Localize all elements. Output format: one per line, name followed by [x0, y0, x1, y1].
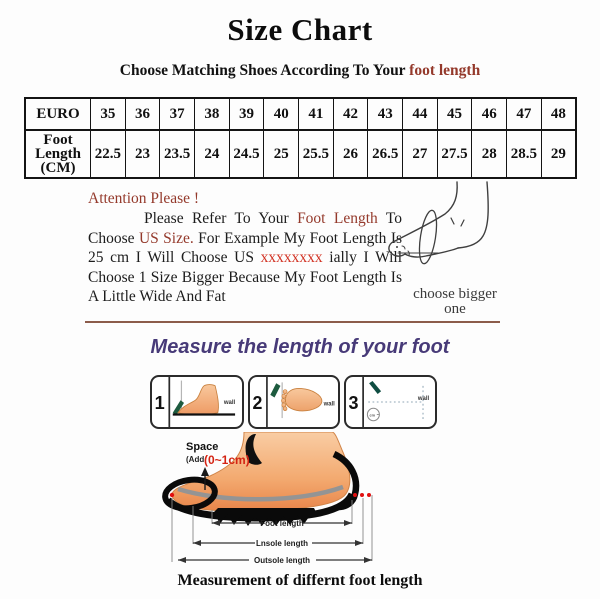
- step-number: 3: [348, 391, 359, 414]
- outsole-length-label: Outsole length: [254, 556, 310, 565]
- euro-size-cell: 44: [403, 98, 438, 130]
- foot-length-label: Foot length: [260, 519, 304, 528]
- foot-side-view: [178, 385, 219, 415]
- euro-size-cell: 46: [472, 98, 507, 130]
- subtitle: [0, 62, 600, 80]
- attention-text-footlength: Foot Length: [297, 210, 378, 227]
- page-title: Size Chart: [227, 12, 373, 47]
- euro-size-cell: 45: [437, 98, 472, 130]
- foot-length-cell: 28: [472, 130, 507, 178]
- attention-text-ussize: US Size.: [138, 229, 194, 247]
- step-number: 1: [154, 391, 165, 414]
- foot-length-cell: 25.5: [299, 130, 334, 178]
- euro-header-cell: EURO: [25, 98, 91, 130]
- foot-top-view: [286, 388, 322, 410]
- foot-length-cell: 26: [333, 130, 368, 178]
- foot-outline: [389, 241, 458, 257]
- size-table-row-euro: [25, 98, 576, 130]
- section-divider: [85, 321, 500, 323]
- euro-size-cell: 35: [91, 98, 126, 130]
- space-arrowhead: [201, 467, 209, 476]
- foot-length-cell: 23: [125, 130, 160, 178]
- step-1-illustration: [152, 377, 242, 427]
- space-add-prefix: (Add: [186, 455, 205, 464]
- leg-right-line: [458, 182, 488, 248]
- leg-left-line: [395, 182, 457, 241]
- footlength-header-line: (CM): [40, 160, 76, 176]
- foot-length-cell: 27.5: [437, 130, 472, 178]
- foot-length-cell: 27: [403, 130, 438, 178]
- wall-label: wall: [223, 398, 236, 406]
- euro-size-cell: 36: [125, 98, 160, 130]
- space-add-value: (0~1cm): [204, 453, 250, 467]
- insole-length-label: Lnsole length: [256, 539, 308, 548]
- attention-section: [88, 190, 402, 307]
- wall-label: wall: [417, 395, 430, 403]
- foot-length-cell: 24: [195, 130, 230, 178]
- foot-length-cell: 22.5: [91, 130, 126, 178]
- measuring-tape-loop: [416, 209, 439, 265]
- foot-length-cell: 29: [541, 130, 576, 178]
- attention-text: For Example My Foot Length Is 25 cm I Will Choose US: [88, 229, 403, 266]
- marker-pen-icon: [369, 381, 381, 394]
- euro-size-cell: 37: [160, 98, 195, 130]
- attention-text-redacted: xxxxxxxx: [260, 249, 323, 266]
- subtitle-text: Choose Matching Shoes According To Your: [119, 62, 406, 79]
- heel-reference-dot: [353, 493, 357, 497]
- foot-length-cell: 26.5: [368, 130, 403, 178]
- size-table-row-footlength: [25, 130, 576, 178]
- measure-step-3: [344, 375, 437, 429]
- footlength-header-line: Foot: [43, 132, 73, 148]
- euro-size-cell: 47: [507, 98, 542, 130]
- measure-heading: Measure the length of your foot: [150, 336, 450, 358]
- attention-heading: Attention Please !: [88, 190, 200, 207]
- attention-text: ially I Will Choose 1 Size Bigger Because My Foot Length Is A Little Wide And Fat: [88, 249, 403, 305]
- foot-length-cell: 25: [264, 130, 299, 178]
- cm-label: cm: [369, 412, 376, 418]
- subtitle-highlight: foot length: [409, 62, 481, 79]
- footlength-header-line: Length: [35, 146, 81, 162]
- space-label: Space: [186, 441, 219, 453]
- measure-step-2: [248, 375, 340, 429]
- foot-length-cell: 24.5: [229, 130, 264, 178]
- wall-label: wall: [323, 400, 335, 408]
- footlength-header-cell: [25, 130, 91, 178]
- euro-size-cell: 43: [368, 98, 403, 130]
- toe-reference-dot: [170, 493, 174, 497]
- attention-text: To Choose: [88, 210, 402, 247]
- euro-size-cell: 38: [195, 98, 230, 130]
- step-number: 2: [252, 391, 263, 414]
- euro-size-cell: 41: [299, 98, 334, 130]
- diagram-caption: Measurement of differnt foot length: [177, 572, 423, 589]
- euro-size-cell: 39: [229, 98, 264, 130]
- heel-reference-dot: [367, 493, 371, 497]
- foot-length-cell: 28.5: [507, 130, 542, 178]
- heel-reference-dot: [360, 493, 364, 497]
- marker-pen-icon: [270, 383, 280, 397]
- attention-body: [88, 209, 402, 307]
- euro-size-cell: 42: [333, 98, 368, 130]
- ankle-marks: [451, 218, 464, 226]
- toe-dot: [396, 246, 398, 248]
- attention-text: Please Refer To Your: [144, 210, 298, 227]
- measure-step-1: [150, 375, 244, 429]
- size-table: [24, 97, 577, 179]
- foot-ankle-sketch: [388, 180, 506, 272]
- step-2-illustration: [250, 377, 338, 427]
- euro-size-cell: 48: [541, 98, 576, 130]
- step-3-illustration: [346, 377, 435, 427]
- foot-length-cell: 23.5: [160, 130, 195, 178]
- choose-bigger-note: choose bigger one: [413, 286, 497, 317]
- shoe-measurement-diagram: [148, 432, 452, 574]
- euro-size-cell: 40: [264, 98, 299, 130]
